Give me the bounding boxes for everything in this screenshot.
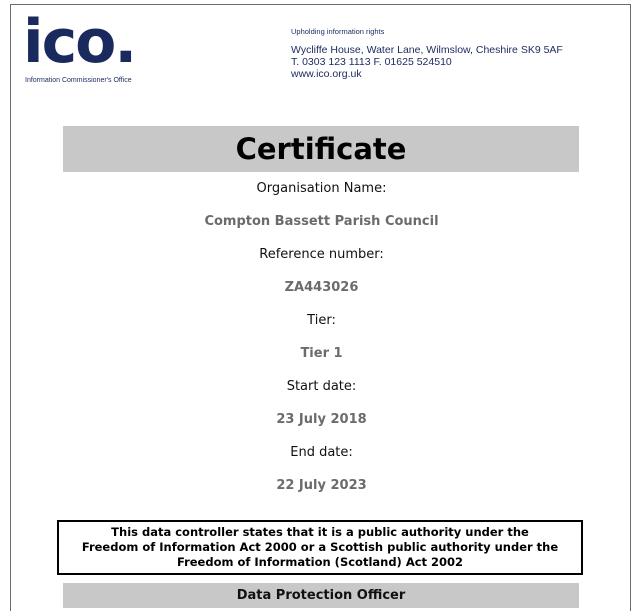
website-link[interactable]: www.ico.org.uk (291, 68, 362, 80)
tagline: Upholding information rights (291, 27, 385, 36)
page-title: Certificate (235, 132, 407, 166)
end-date-value: 22 July 2023 (276, 478, 367, 493)
dpo-heading: Data Protection Officer (236, 588, 406, 603)
title-bar (63, 126, 579, 172)
statement-line: Freedom of Information (Scotland) Act 2002 (176, 555, 464, 569)
start-date-value: 23 July 2018 (276, 412, 367, 427)
logo-mark: ico. (23, 7, 136, 77)
dpo-heading-bar (63, 583, 579, 608)
ico-logo (23, 7, 153, 95)
certificate-page (10, 4, 631, 611)
organisation-name-label: Organisation Name: (256, 181, 387, 196)
statement-line: This data controller states that it is a public authority under the (111, 525, 529, 539)
header-address-block (291, 27, 563, 80)
organisation-name-value: Compton Bassett Parish Council (204, 214, 439, 229)
phone-fax: T. 0303 123 1113 F. 01625 524510 (291, 56, 452, 68)
reference-number-value: ZA443026 (284, 280, 359, 295)
start-date-label: Start date: (286, 379, 357, 394)
public-authority-statement (57, 520, 583, 575)
address: Wycliffe House, Water Lane, Wilmslow, Cheshire SK9 5AF (291, 44, 563, 56)
reference-number-label: Reference number: (259, 247, 384, 262)
tier-value: Tier 1 (300, 346, 343, 361)
end-date-label: End date: (290, 445, 353, 460)
logo-subtitle: Information Commissioner's Office (25, 77, 132, 84)
statement-line: Freedom of Information Act 2000 or a Scottish public authority under the (81, 540, 559, 554)
tier-label: Tier: (307, 313, 336, 328)
